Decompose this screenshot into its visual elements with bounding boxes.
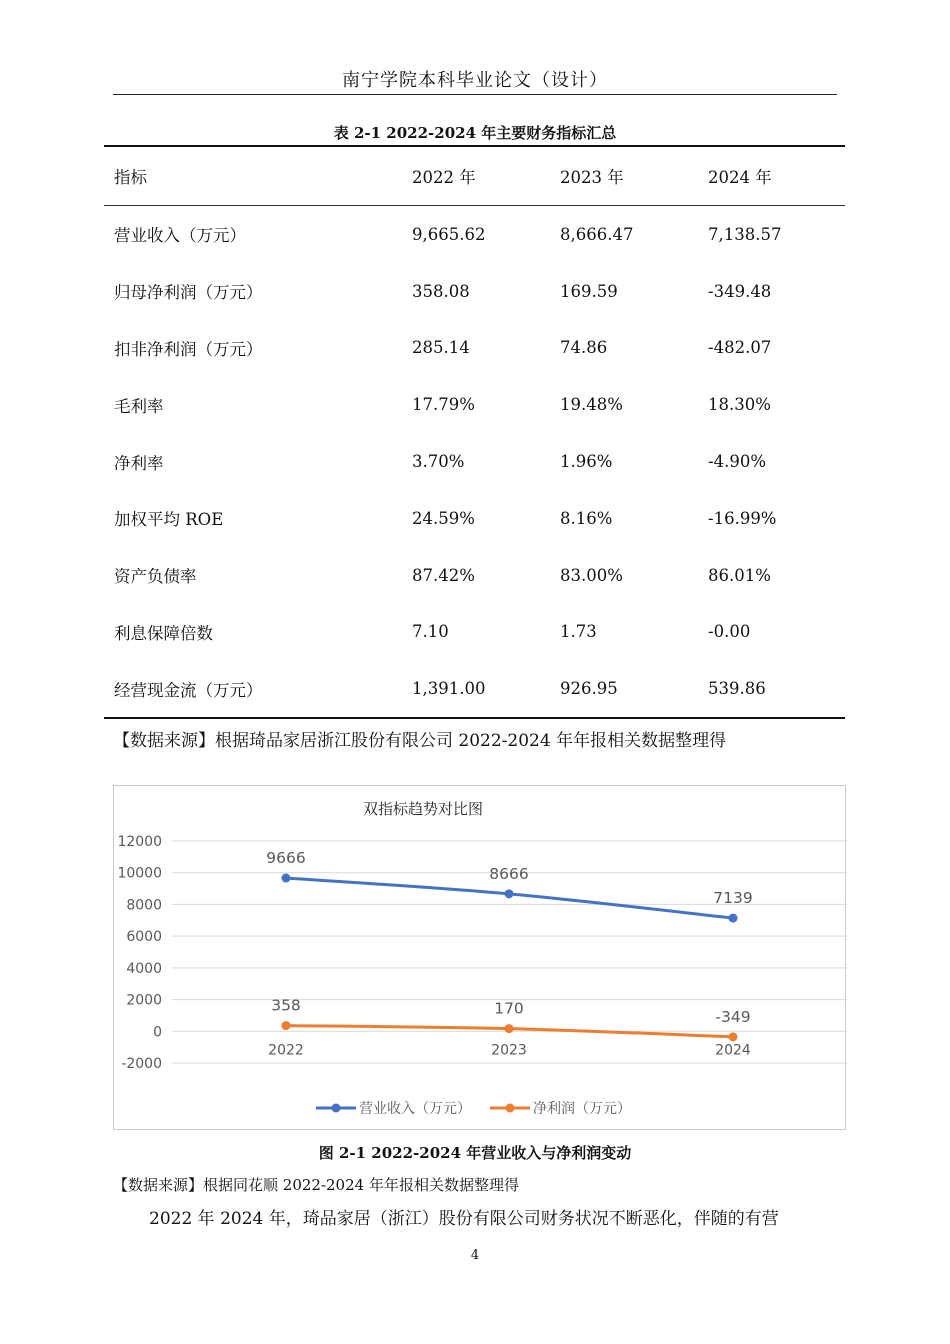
row-label: 利息保障倍数: [114, 623, 213, 643]
row-label: 经营现金流（万元）: [114, 680, 263, 700]
x-category-label: 2023: [491, 1042, 527, 1059]
table-cell: 18.30%: [708, 395, 771, 415]
y-tick-label: -2000: [121, 1056, 162, 1072]
table-cell: 19.48%: [560, 395, 623, 415]
table-row: [104, 547, 845, 604]
table-cell: 7,138.57: [708, 224, 782, 244]
table-row: [104, 604, 845, 661]
row-label: 营业收入（万元）: [114, 226, 246, 246]
table-row: [104, 490, 845, 547]
x-category-label: 2022: [268, 1042, 304, 1059]
table-cell: -482.07: [708, 338, 772, 358]
chart-y-ticks: [117, 834, 162, 1072]
series-point-1: [729, 914, 738, 923]
data-label: -349: [715, 1007, 751, 1026]
series-point-2: [282, 1021, 291, 1030]
table-cell: 74.86: [560, 338, 608, 358]
series-point-2: [729, 1032, 738, 1041]
series-point-2: [505, 1024, 514, 1033]
financial-indicators-table: [104, 145, 845, 719]
table-cell: 1.73: [560, 622, 597, 642]
table-data-source: 【数据来源】根据琦品家居浙江股份有限公司 2022-2024 年年报相关数据整理得: [113, 731, 727, 751]
table-cell: 1,391.00: [412, 679, 486, 699]
row-label: 扣非净利润（万元）: [114, 339, 263, 359]
table-row: [104, 206, 845, 263]
table-cell: 7.10: [412, 622, 449, 642]
table-row: [104, 320, 845, 377]
column-header: 指标: [114, 168, 147, 187]
table-cell: 86.01%: [708, 565, 771, 585]
legend-marker-2: [506, 1104, 515, 1113]
chart-legend: [316, 1100, 631, 1117]
table-cell: 1.96%: [560, 452, 613, 472]
table-cell: -4.90%: [708, 452, 766, 472]
row-label: 归母净利润（万元）: [114, 283, 263, 303]
series-point-1: [505, 889, 514, 898]
figure-caption: 图 2-1 2022-2024 年营业收入与净利润变动: [318, 1144, 632, 1162]
row-label: 净利率: [114, 453, 164, 473]
y-tick-label: 0: [153, 1024, 162, 1041]
data-label: 170: [494, 999, 524, 1018]
page-header-title: 南宁学院本科毕业论文（设计）: [342, 70, 608, 91]
data-label: 358: [271, 996, 301, 1015]
table-cell: 3.70%: [412, 452, 465, 472]
column-header: 2022 年: [412, 168, 476, 187]
body-paragraph: 2022 年 2024 年，琦品家居（浙江）股份有限公司财务状况不断恶化，伴随的有营: [149, 1209, 779, 1229]
table-cell: 358.08: [412, 281, 470, 301]
header-rule: [113, 94, 837, 95]
table-cell: 539.86: [708, 679, 766, 699]
column-header: 2023 年: [560, 168, 624, 187]
series-point-1: [282, 874, 291, 883]
table-cell: 83.00%: [560, 565, 623, 585]
data-label: 9666: [266, 849, 306, 868]
legend-label: 净利润（万元）: [533, 1101, 631, 1117]
table-cell: -349.48: [708, 281, 772, 301]
y-tick-label: 6000: [126, 929, 162, 946]
table-cell: 87.42%: [412, 565, 475, 585]
trend-chart-svg: [114, 786, 847, 1131]
table-cell: -16.99%: [708, 508, 777, 528]
page-number: 4: [470, 1248, 480, 1263]
table-header-row: [104, 146, 845, 206]
table-row: [104, 263, 845, 320]
y-tick-label: 12000: [117, 834, 162, 850]
table-cell: 8.16%: [560, 508, 613, 528]
table-caption: 表 2-1 2022-2024 年主要财务指标汇总: [333, 124, 617, 142]
row-label: 毛利率: [114, 396, 164, 416]
table-cell: 169.59: [560, 281, 618, 301]
y-tick-label: 2000: [126, 992, 162, 1009]
chart-x-categories: [268, 1042, 751, 1058]
table-row: [104, 433, 845, 490]
table-row: [104, 660, 845, 718]
y-tick-label: 4000: [126, 960, 162, 977]
y-tick-label: 10000: [117, 865, 162, 882]
table-row: [104, 376, 845, 433]
row-label: 资产负债率: [114, 567, 197, 587]
x-category-label: 2024: [715, 1042, 751, 1059]
table-cell: 926.95: [560, 679, 618, 699]
data-label: 8666: [489, 864, 529, 883]
column-header: 2024 年: [708, 168, 772, 187]
chart-series: [266, 849, 752, 1041]
table-cell: 17.79%: [412, 395, 475, 415]
table-cell: -0.00: [708, 622, 751, 642]
chart-title: 双指标趋势对比图: [362, 800, 484, 818]
legend-label: 营业收入（万元）: [359, 1101, 471, 1117]
table-cell: 8,666.47: [560, 224, 634, 244]
table-cell: 9,665.62: [412, 224, 486, 244]
legend-marker-1: [332, 1104, 341, 1113]
data-label: 7139: [713, 889, 753, 908]
table-cell: 24.59%: [412, 508, 475, 528]
figure-data-source: 【数据来源】根据同花顺 2022-2024 年年报相关数据整理得: [113, 1176, 519, 1194]
table-cell: 285.14: [412, 338, 470, 358]
y-tick-label: 8000: [126, 897, 162, 914]
row-label: 加权平均 ROE: [114, 510, 224, 530]
trend-chart: [113, 785, 846, 1130]
